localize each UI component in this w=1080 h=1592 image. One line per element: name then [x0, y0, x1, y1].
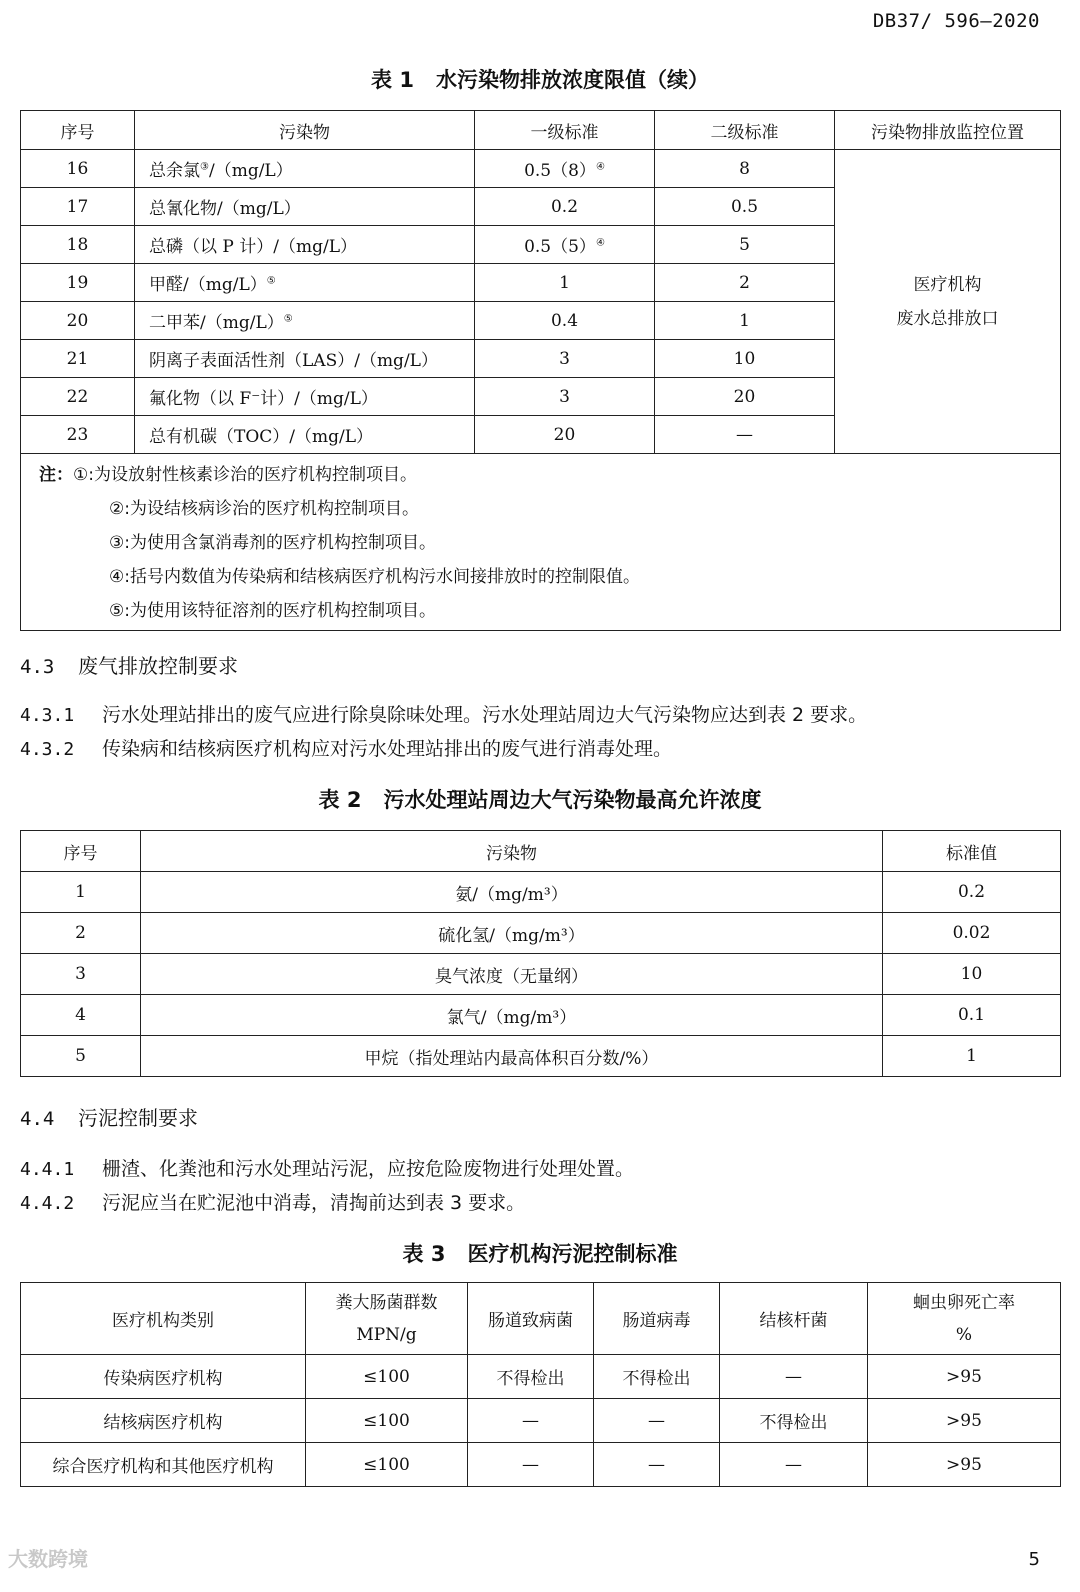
- row-no: 21: [21, 340, 135, 378]
- table1-notes-row: [21, 454, 1061, 631]
- footnote-mark: ⑤: [283, 313, 293, 325]
- table1-header-level2: 二级标准: [655, 111, 835, 150]
- table-row: [21, 1443, 1061, 1487]
- row-pathogen: —: [468, 1399, 594, 1443]
- row-level1: 1: [475, 264, 655, 302]
- pollutant-name: 总余氯: [149, 161, 200, 181]
- row-egg: >95: [868, 1355, 1061, 1399]
- table2-header-row: [21, 831, 1061, 872]
- table3-header-pathogen: 肠道致病菌: [468, 1283, 594, 1355]
- section-title: 污泥控制要求: [78, 1106, 198, 1130]
- row-pollutant: [135, 264, 475, 302]
- row-level1: 0.2: [475, 188, 655, 226]
- table1-caption-title: 水污染物排放浓度限值（续）: [435, 68, 709, 92]
- row-level2: 8: [655, 150, 835, 188]
- row-type: 综合医疗机构和其他医疗机构: [21, 1443, 306, 1487]
- paragraph-text: 传染病和结核病医疗机构应对污水处理站排出的废气进行消毒处理。: [102, 738, 673, 760]
- table1-header-location: 污染物排放监控位置: [835, 111, 1061, 150]
- section-number: 4.3: [20, 656, 55, 678]
- row-no: 19: [21, 264, 135, 302]
- pollutant-name: 二甲苯/（mg/L）: [149, 313, 284, 333]
- row-egg: >95: [868, 1443, 1061, 1487]
- table-row: [21, 995, 1061, 1036]
- note-line: ②:为设结核病诊治的医疗机构控制项目。: [109, 499, 419, 519]
- row-value: 0.2: [883, 872, 1061, 913]
- row-no: 4: [21, 995, 141, 1036]
- section-number: 4.4: [20, 1108, 55, 1130]
- egg-line2: %: [955, 1324, 973, 1345]
- row-level2: —: [655, 416, 835, 454]
- table-row: [21, 150, 1061, 188]
- notes-label: 注：: [39, 465, 73, 485]
- table-row: [21, 1399, 1061, 1443]
- table1-header-level1: 一级标准: [475, 111, 655, 150]
- table3-header-egg: [868, 1283, 1061, 1355]
- footnote-mark: ④: [595, 161, 605, 173]
- row-tb: —: [720, 1355, 868, 1399]
- row-level1: [475, 150, 655, 188]
- row-no: 23: [21, 416, 135, 454]
- table3-header-row: [21, 1283, 1061, 1355]
- paragraph-4-3-1: [20, 700, 867, 727]
- standard-code: DB37/ 596—2020: [872, 10, 1040, 32]
- row-level1: 3: [475, 340, 655, 378]
- table3-header-coliform: [306, 1283, 468, 1355]
- coliform-line2: MPN/g: [356, 1324, 417, 1345]
- paragraph-number: 4.3.2: [20, 739, 75, 760]
- row-level2: 1: [655, 302, 835, 340]
- table3-header-tb: 结核杆菌: [720, 1283, 868, 1355]
- row-virus: 不得检出: [594, 1355, 720, 1399]
- row-tb: —: [720, 1443, 868, 1487]
- row-no: 22: [21, 378, 135, 416]
- row-no: 5: [21, 1036, 141, 1077]
- footnote-mark: ③: [200, 161, 209, 173]
- level1-value: 0.5（5）: [524, 237, 596, 257]
- row-pathogen: —: [468, 1443, 594, 1487]
- row-level1: 0.4: [475, 302, 655, 340]
- row-value: 0.1: [883, 995, 1061, 1036]
- row-no: 17: [21, 188, 135, 226]
- table3-caption-number: 表 3: [402, 1242, 446, 1266]
- note-line: ⑤:为使用该特征溶剂的医疗机构控制项目。: [109, 601, 436, 621]
- table1-header-row: [21, 111, 1061, 150]
- row-value: 0.02: [883, 913, 1061, 954]
- row-no: 18: [21, 226, 135, 264]
- row-no: 1: [21, 872, 141, 913]
- monitor-location-line2: 废水总排放口: [896, 308, 999, 329]
- egg-line1: 蛔虫卵死亡率: [913, 1292, 1015, 1313]
- row-value: 1: [883, 1036, 1061, 1077]
- paragraph-text: 污水处理站排出的废气应进行除臭除味处理。污水处理站周边大气污染物应达到表 2 要求。: [102, 704, 868, 726]
- level1-value: 0.5（8）: [524, 161, 596, 181]
- row-type: 传染病医疗机构: [21, 1355, 306, 1399]
- paragraph-4-4-1: [20, 1154, 634, 1181]
- row-level1: 3: [475, 378, 655, 416]
- paragraph-4-4-2: [20, 1188, 525, 1215]
- table2-header-no: 序号: [21, 831, 141, 872]
- row-coliform: ≤100: [306, 1399, 468, 1443]
- table-row: [21, 954, 1061, 995]
- section-heading-4-3: [20, 650, 238, 679]
- watermark: 大数跨境: [8, 1547, 88, 1571]
- pollutant-name: 甲醛/（mg/L）: [149, 275, 267, 295]
- row-level2: 5: [655, 226, 835, 264]
- row-pollutant: 氯气/（mg/m³）: [141, 995, 883, 1036]
- note-text: ①:为设放射性核素诊治的医疗机构控制项目。: [73, 465, 417, 485]
- row-level2: 10: [655, 340, 835, 378]
- table2-header-value: 标准值: [883, 831, 1061, 872]
- row-pollutant: [135, 302, 475, 340]
- table3-header-virus: 肠道病毒: [594, 1283, 720, 1355]
- table2-caption: [0, 784, 1080, 814]
- coliform-line1: 粪大肠菌群数: [335, 1292, 438, 1313]
- page-number: 5: [1028, 1549, 1040, 1570]
- row-pollutant: 总磷（以 P 计）/（mg/L）: [135, 226, 475, 264]
- row-type: 结核病医疗机构: [21, 1399, 306, 1443]
- paragraph-number: 4.4.2: [20, 1193, 75, 1214]
- table1-notes: [21, 454, 1061, 631]
- row-level1: [475, 226, 655, 264]
- table1-header-pollutant: 污染物: [135, 111, 475, 150]
- row-level2: 20: [655, 378, 835, 416]
- table-row: [21, 913, 1061, 954]
- row-no: 20: [21, 302, 135, 340]
- row-value: 10: [883, 954, 1061, 995]
- paragraph-text: 污泥应当在贮泥池中消毒，清掏前达到表 3 要求。: [102, 1192, 526, 1214]
- row-virus: —: [594, 1399, 720, 1443]
- table2-caption-number: 表 2: [318, 788, 362, 812]
- table1-caption-number: 表 1: [371, 68, 414, 92]
- row-tb: 不得检出: [720, 1399, 868, 1443]
- row-level2: 0.5: [655, 188, 835, 226]
- paragraph-text: 栅渣、化粪池和污水处理站污泥，应按危险废物进行处理处置。: [102, 1158, 635, 1180]
- pollutant-unit: /（mg/L）: [208, 161, 293, 181]
- table1-caption: [0, 64, 1080, 94]
- paragraph-number: 4.3.1: [20, 705, 75, 726]
- paragraph-4-3-2: [20, 734, 672, 761]
- monitor-location-line1: 医疗机构: [913, 274, 982, 295]
- table3-caption: [0, 1238, 1080, 1268]
- row-coliform: ≤100: [306, 1443, 468, 1487]
- monitor-location-cell: [835, 150, 1061, 454]
- footnote-mark: ⑤: [266, 275, 276, 287]
- row-pollutant: 氨/（mg/m³）: [141, 872, 883, 913]
- table1: [20, 110, 1061, 631]
- paragraph-number: 4.4.1: [20, 1159, 75, 1180]
- table-row: [21, 1036, 1061, 1077]
- row-egg: >95: [868, 1399, 1061, 1443]
- row-coliform: ≤100: [306, 1355, 468, 1399]
- row-pollutant: 总氰化物/（mg/L）: [135, 188, 475, 226]
- section-title: 废气排放控制要求: [78, 654, 238, 678]
- row-virus: —: [594, 1443, 720, 1487]
- table2: [20, 830, 1061, 1077]
- row-no: 16: [21, 150, 135, 188]
- row-pollutant: 阴离子表面活性剂（LAS）/（mg/L）: [135, 340, 475, 378]
- row-no: 3: [21, 954, 141, 995]
- footnote-mark: ④: [595, 237, 605, 249]
- row-level1: 20: [475, 416, 655, 454]
- row-level2: 2: [655, 264, 835, 302]
- note-line: [21, 460, 1060, 494]
- table-row: [21, 1355, 1061, 1399]
- table-row: [21, 872, 1061, 913]
- row-pollutant: 臭气浓度（无量纲）: [141, 954, 883, 995]
- row-pollutant: [135, 150, 475, 188]
- row-pollutant: 氟化物（以 F⁻计）/（mg/L）: [135, 378, 475, 416]
- table1-header-no: 序号: [21, 111, 135, 150]
- row-pathogen: 不得检出: [468, 1355, 594, 1399]
- table3: [20, 1282, 1061, 1487]
- table2-caption-title: 污水处理站周边大气污染物最高允许浓度: [383, 788, 762, 812]
- row-pollutant: 甲烷（指处理站内最高体积百分数/%）: [141, 1036, 883, 1077]
- note-line: ③:为使用含氯消毒剂的医疗机构控制项目。: [109, 533, 436, 553]
- table3-caption-title: 医疗机构污泥控制标准: [467, 1242, 678, 1266]
- table2-header-pollutant: 污染物: [141, 831, 883, 872]
- row-no: 2: [21, 913, 141, 954]
- row-pollutant: 总有机碳（TOC）/（mg/L）: [135, 416, 475, 454]
- note-line: ④:括号内数值为传染病和结核病医疗机构污水间接排放时的控制限值。: [109, 567, 640, 587]
- table3-header-type: 医疗机构类别: [21, 1283, 306, 1355]
- row-pollutant: 硫化氢/（mg/m³）: [141, 913, 883, 954]
- section-heading-4-4: [20, 1102, 198, 1131]
